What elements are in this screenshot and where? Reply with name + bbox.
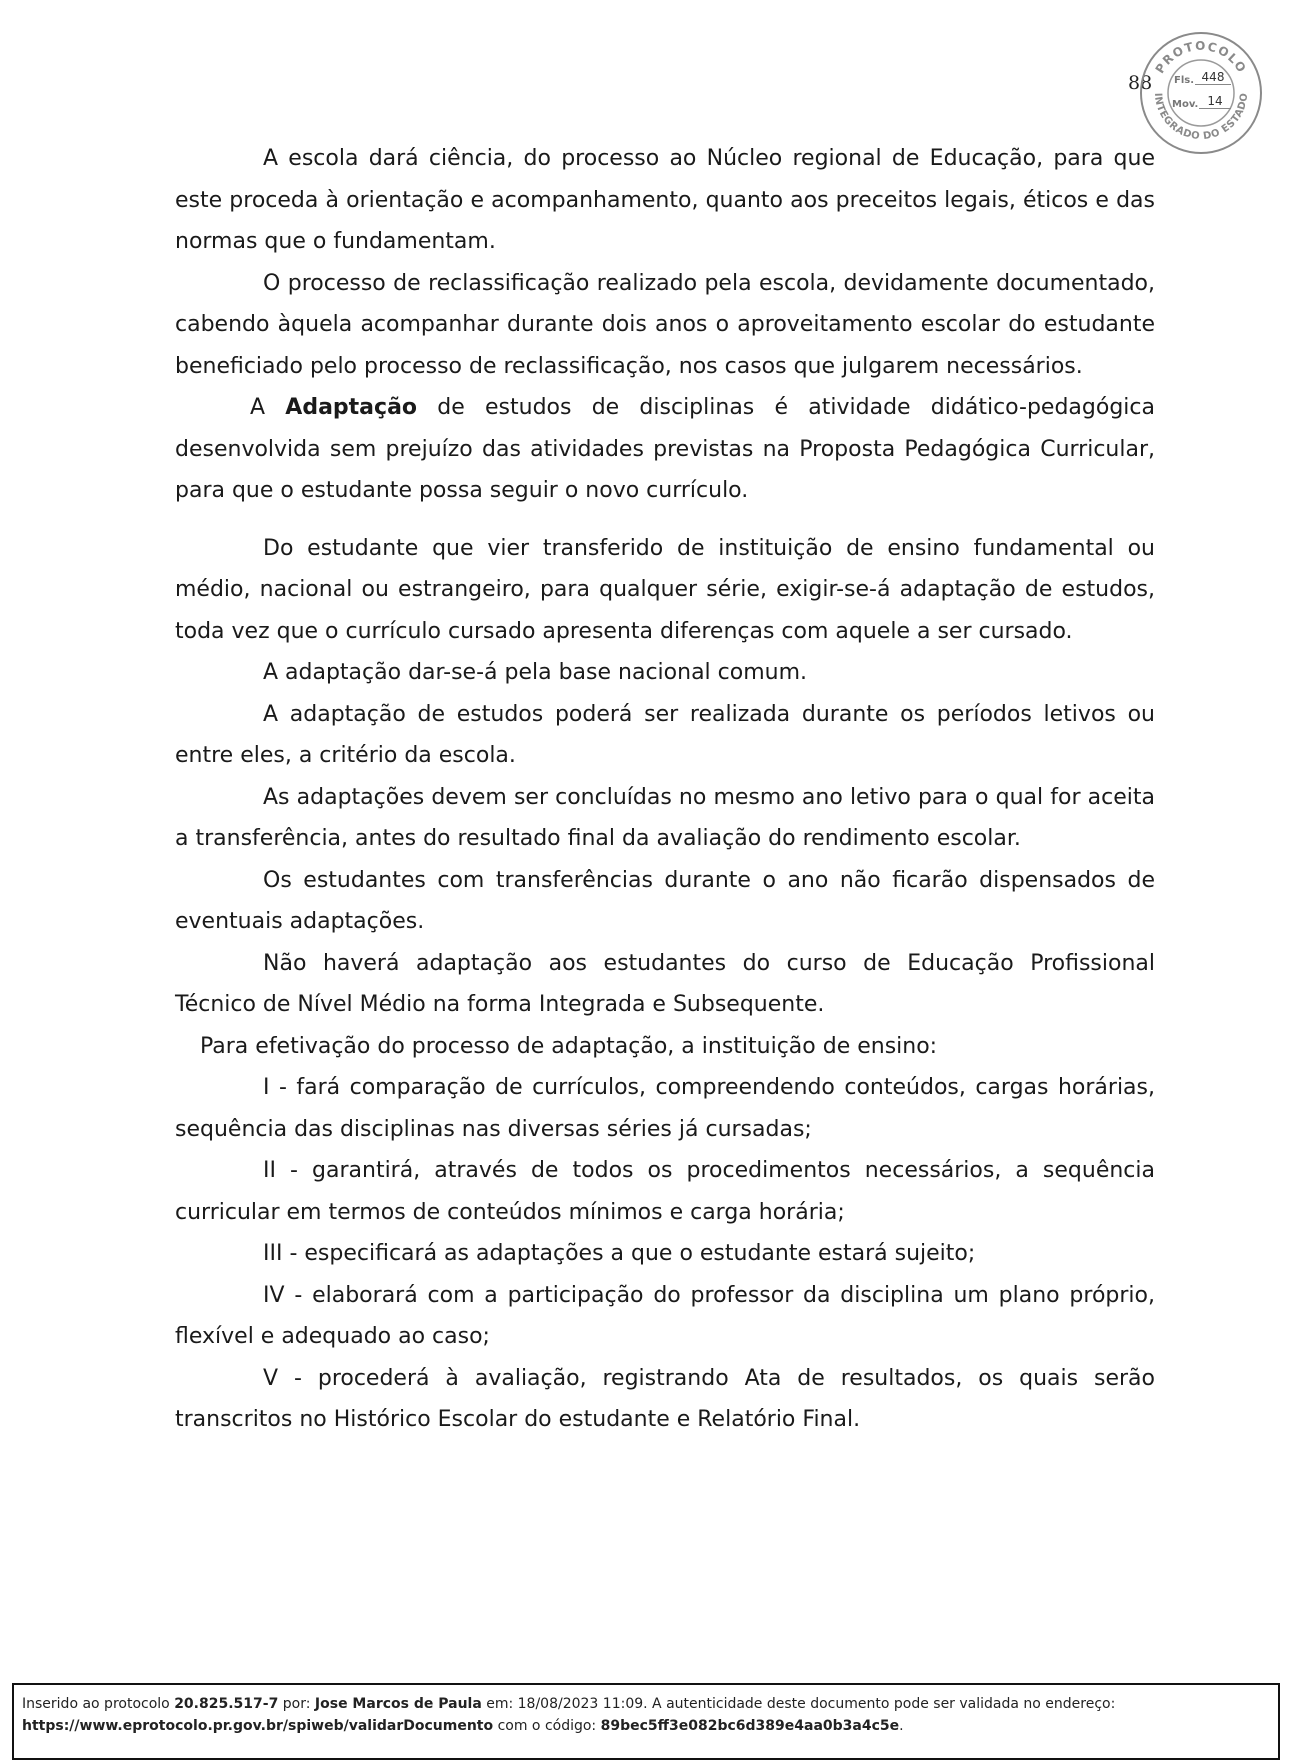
validation-url: https://www.eprotocolo.pr.gov.br/spiweb/validarDocumento [22,1718,494,1734]
footer-line-2 [22,1715,1270,1737]
footer-text: por: [278,1696,315,1712]
paragraph: A adaptação de estudos poderá ser realizada durante os períodos letivos ou entre eles, a critério da escola. [175,701,1155,768]
stamp-seal-icon [1139,31,1263,155]
paragraph-text: de estudos de disciplinas é atividade didático-pedagógica desenvolvida sem prejuízo das atividades previstas na Proposta Pedagógica Curricular, para que o estudante possa seguir o novo currículo. [175,395,1155,503]
paragraph: A escola dará ciência, do processo ao Núcleo regional de Educação, para que este proceda à orientação e acompanhamento, quanto aos preceitos legais, éticos e das normas que o fundamentam. [175,146,1155,254]
footer-line-1 [22,1693,1270,1715]
list-item: IV - elaborará com a participação do professor da disciplina um plano próprio, flexível e adequado ao caso; [175,1282,1155,1349]
paragraph: Os estudantes com transferências durante o ano não ficarão dispensados de eventuais adaptações. [175,867,1155,934]
paragraph-adaptacao [175,387,1155,512]
paragraph: A adaptação dar-se-á pela base nacional comum. [263,660,808,685]
footer-text: . [899,1718,904,1734]
protocol-stamp [1139,31,1263,155]
stamp-mov-label: Mov. [1172,99,1199,110]
protocol-number: 20.825.517-7 [174,1696,279,1712]
author-name: Jose Marcos de Paula [314,1696,482,1712]
bold-term: Adaptação [285,395,418,420]
stamp-fls-label: Fls. [1174,75,1195,86]
paragraph: Não haverá adaptação aos estudantes do curso de Educação Profissional Técnico de Nível Médio na forma Integrada e Subsequente. [175,950,1155,1017]
validation-code: 89bec5ff3e082bc6d389e4aa0b3a4c5e [600,1718,900,1734]
paragraph: O processo de reclassificação realizado pela escola, devidamente documentado, cabendo àquela acompanhar durante dois anos o aproveitamento escolar do estudante beneficiado pelo processo de reclassificação, nos casos que julgarem necessários. [175,270,1155,379]
paragraph: Para efetivação do processo de adaptação, a instituição de ensino: [200,1033,938,1059]
footer-text: com o código: [493,1718,601,1734]
stamp-mov-value: 14 [1199,94,1231,109]
footer-text: em: 18/08/2023 11:09. A autenticidade deste documento pode ser validada no endereço: [481,1696,1116,1712]
footer-text: Inserido ao protocolo [22,1696,175,1712]
paragraph: Do estudante que vier transferido de instituição de ensino fundamental ou médio, nacional ou estrangeiro, para qualquer série, exigir-se-á adaptação de estudos, toda vez que o currículo cursado apresenta diferenças com aquele a ser cursado. [175,535,1155,644]
svg-text:PROTOCOLO: PROTOCOLO [1152,39,1250,76]
page-number: 88 [1128,72,1153,94]
list-item: III - especificará as adaptações a que o estudante estará sujeito; [263,1241,976,1266]
paragraph-text: A [250,395,286,420]
paragraph: As adaptações devem ser concluídas no mesmo ano letivo para o qual for aceita a transferência, antes do resultado final da avaliação do rendimento escolar. [175,784,1155,851]
document-body [175,138,1155,1441]
svg-text:INTEGRADO DO ESTADO: INTEGRADO DO ESTADO [1151,92,1251,143]
list-item: II - garantirá, através de todos os procedimentos necessários, a sequência curricular em termos de conteúdos mínimos e carga horária; [175,1158,1155,1225]
list-item: I - fará comparação de currículos, compreendendo conteúdos, cargas horárias, sequência das disciplinas nas diversas séries já cursadas; [175,1075,1155,1142]
stamp-fls-value: 448 [1195,70,1231,85]
authentication-footer [12,1683,1280,1760]
list-item: V - procederá à avaliação, registrando Ata de resultados, os quais serão transcritos no Histórico Escolar do estudante e Relatório Final. [175,1365,1155,1432]
